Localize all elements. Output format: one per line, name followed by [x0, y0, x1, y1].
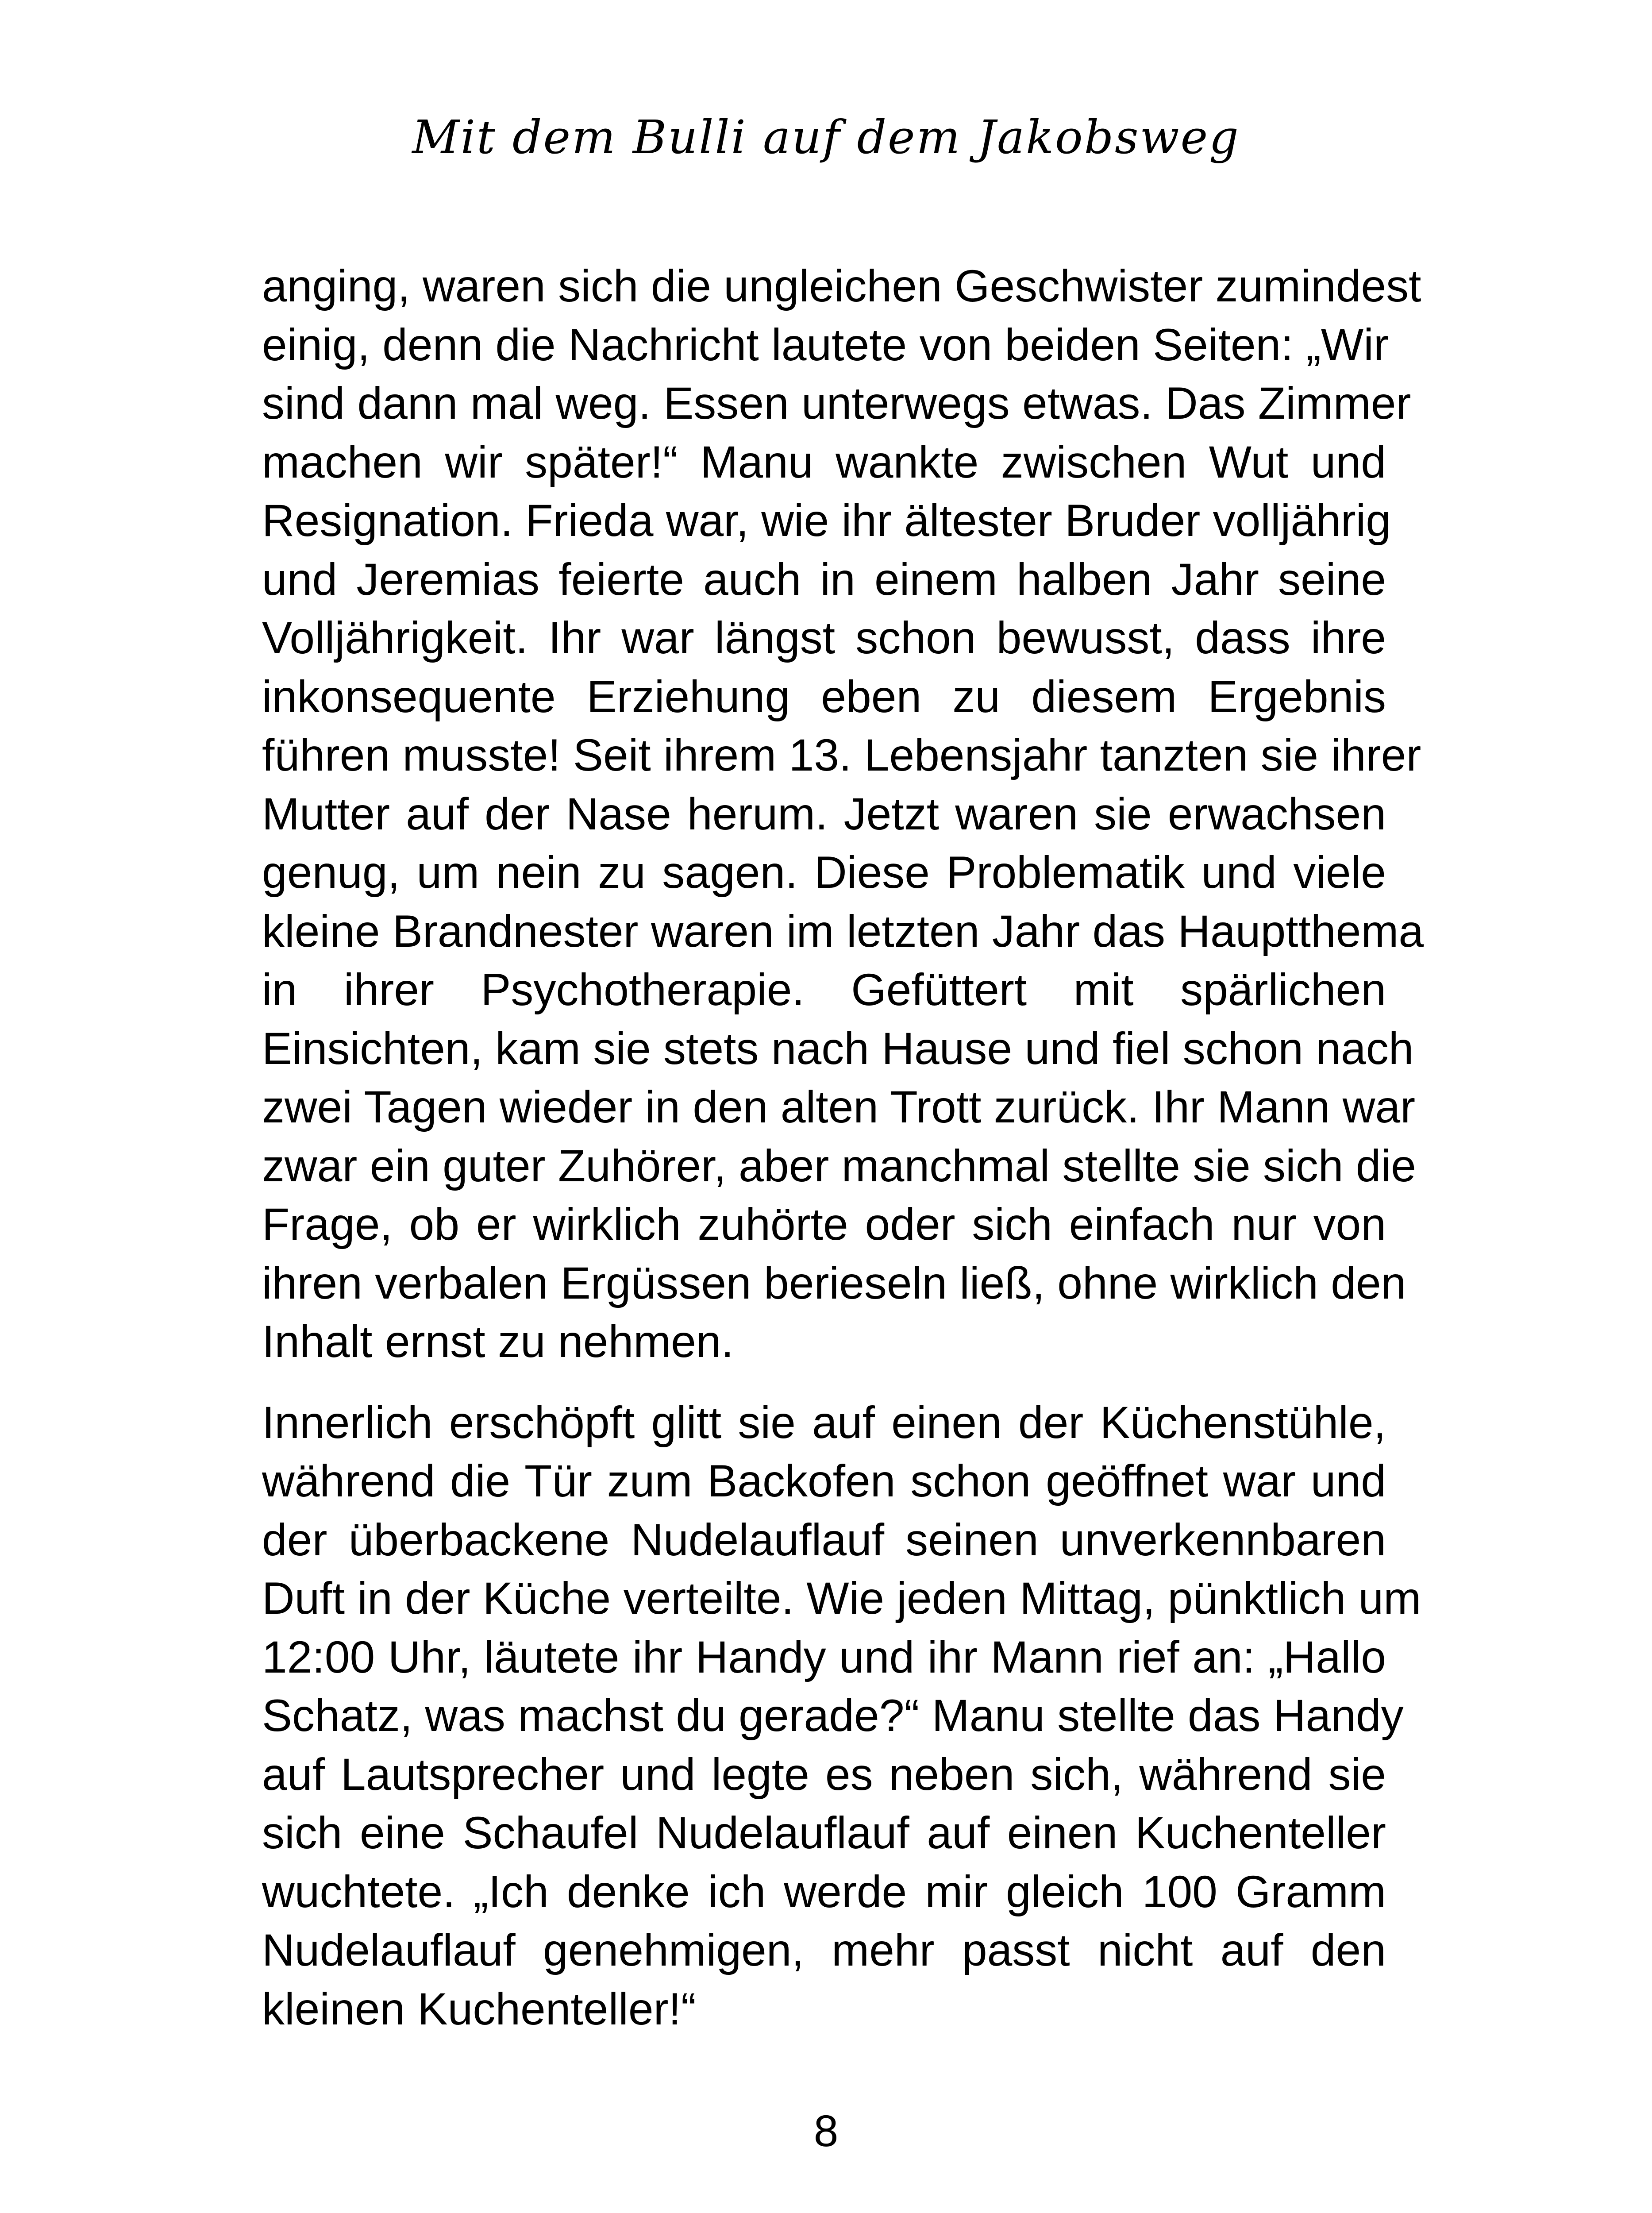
text-line: kleine Brandnester waren im letzten Jahr das Hauptthema	[262, 906, 1424, 956]
text-line: auf Lautsprecher und legte es neben sich, während sie	[262, 1749, 1386, 1800]
text-line: zwei Tagen wieder in den alten Trott zurück. Ihr Mann war	[262, 1082, 1416, 1132]
text-line: Inhalt ernst zu nehmen.	[262, 1316, 734, 1367]
text-line: Innerlich erschöpft glitt sie auf einen der Küchenstühle,	[262, 1397, 1386, 1448]
page-number: 8	[813, 2106, 839, 2156]
text-line: Duft in der Küche verteilte. Wie jeden Mittag, pünktlich um	[262, 1573, 1421, 1623]
text-line: führen musste! Seit ihrem 13. Lebensjahr tanzten sie ihrer	[262, 730, 1421, 780]
text-line: sind dann mal weg. Essen unterwegs etwas. Das Zimmer	[262, 378, 1411, 428]
paragraph-1	[262, 257, 1424, 1371]
body-text	[262, 257, 1424, 2038]
text-line: kleinen Kuchenteller!“	[262, 1983, 696, 2034]
text-line: Volljährigkeit. Ihr war längst schon bewusst, dass ihre	[262, 613, 1386, 663]
text-line: Nudelauflauf genehmigen, mehr passt nicht auf den	[262, 1925, 1386, 1975]
running-header: Mit dem Bulli auf dem Jakobsweg	[412, 110, 1240, 164]
text-line: wuchtete. „Ich denke ich werde mir gleich 100 Gramm	[262, 1866, 1386, 1917]
text-line: Schatz, was machst du gerade?“ Manu stellte das Handy	[262, 1690, 1404, 1741]
text-line: Mutter auf der Nase herum. Jetzt waren sie erwachsen	[262, 788, 1386, 839]
text-line: zwar ein guter Zuhörer, aber manchmal stellte sie sich die	[262, 1140, 1416, 1191]
text-line: genug, um nein zu sagen. Diese Problematik und viele	[262, 847, 1386, 898]
text-line: und Jeremias feierte auch in einem halben Jahr seine	[262, 554, 1386, 605]
text-line: in ihrer Psychotherapie. Gefüttert mit spärlichen	[262, 964, 1386, 1015]
text-line: während die Tür zum Backofen schon geöffnet war und	[262, 1456, 1386, 1506]
text-line: machen wir später!“ Manu wankte zwischen Wut und	[262, 436, 1386, 487]
text-line: anging, waren sich die ungleichen Geschwister zumindest	[262, 261, 1421, 311]
text-line: Resignation. Frieda war, wie ihr ältester Bruder volljährig	[262, 495, 1391, 546]
text-line: 12:00 Uhr, läutete ihr Handy und ihr Mann rief an: „Hallo	[262, 1631, 1386, 1682]
text-line: sich eine Schaufel Nudelauflauf auf einen Kuchenteller	[262, 1808, 1386, 1858]
text-line: der überbackene Nudelauflauf seinen unverkennbaren	[262, 1514, 1386, 1565]
text-line: Frage, ob er wirklich zuhörte oder sich einfach nur von	[262, 1199, 1386, 1249]
text-line: einig, denn die Nachricht lautete von beiden Seiten: „Wir	[262, 319, 1389, 370]
text-line: Einsichten, kam sie stets nach Hause und fiel schon nach	[262, 1023, 1414, 1074]
text-line: ihren verbalen Ergüssen berieseln ließ, ohne wirklich den	[262, 1257, 1406, 1308]
paragraph-2	[262, 1393, 1421, 2039]
text-line: inkonsequente Erziehung eben zu diesem Ergebnis	[262, 671, 1386, 722]
